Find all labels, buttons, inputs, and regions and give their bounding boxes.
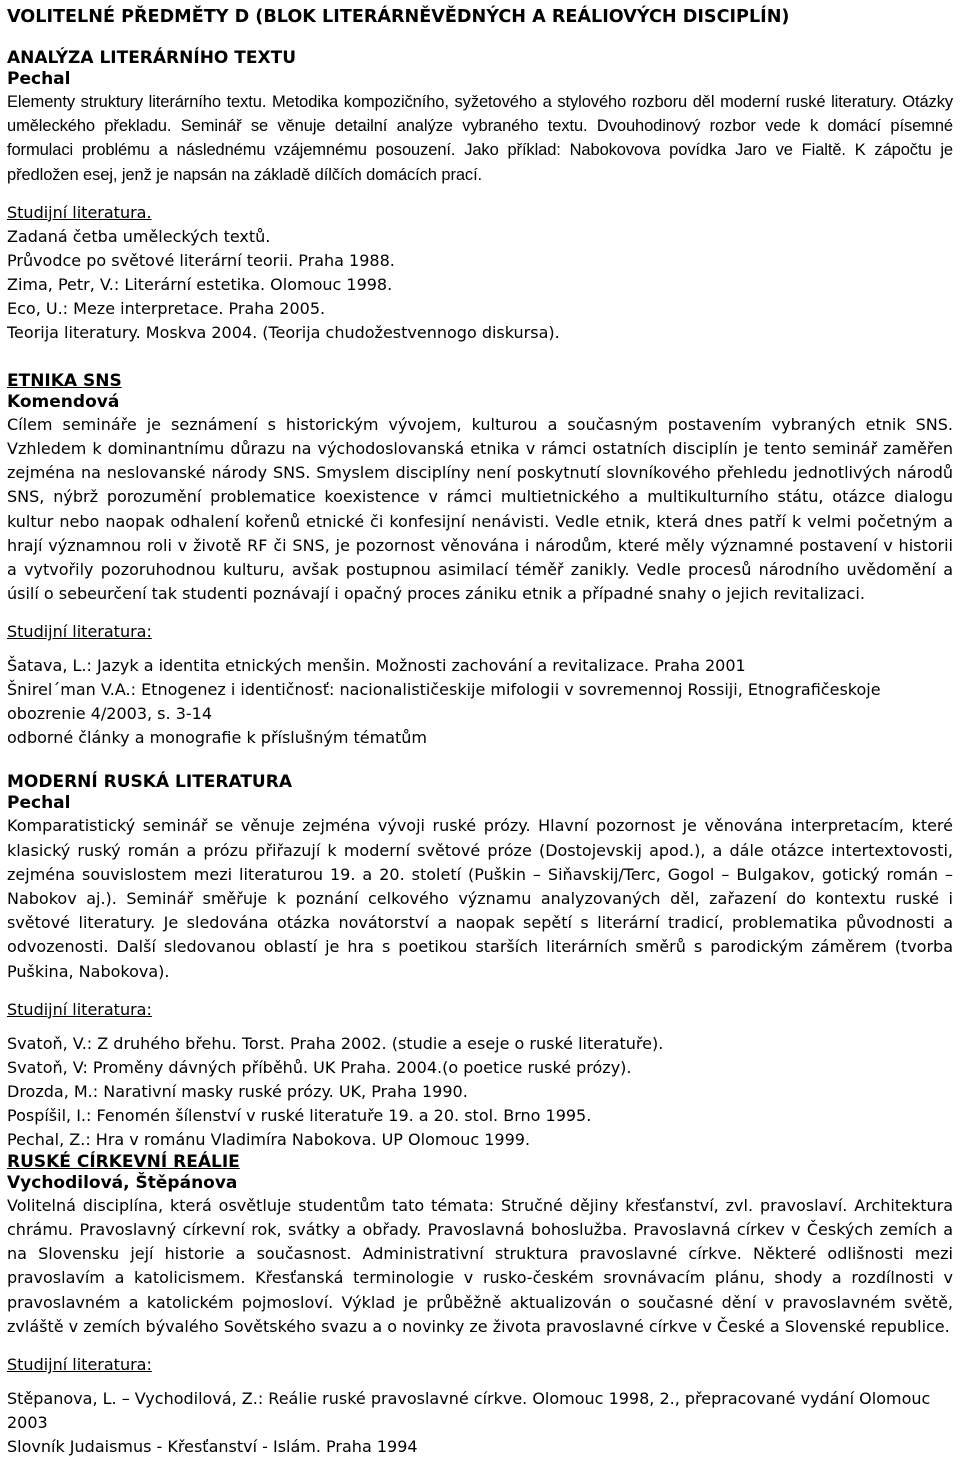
literature-item: Eco, U.: Meze interpretace. Praha 2005. xyxy=(7,298,326,318)
literature-list xyxy=(7,1032,953,1152)
section-teacher: Komendová xyxy=(7,391,120,412)
literature-item: Svatoň, V: Proměny dávných příběhů. UK Praha. 2004.(o poetice ruské prózy). xyxy=(7,1057,632,1077)
section-body: Elementy struktury literárního textu. Metodika kompozičního, syžetového a stylového rozboru děl moderní ruské literatury. Otázky uměleckého překladu. Seminář se věnuje detailní analýze vybraného textu. Dvouhodinový rozbor vede k domácí písemné formulaci problému a následnému vzájemnému posouzení. Jako příklad: Nabokovova povídka Jaro ve Fialtě. K zápočtu je předložen esej, jenž je napsán na základě dílčích domácích prací. xyxy=(7,93,953,184)
section-title: MODERNÍ RUSKÁ LITERATURA xyxy=(7,772,292,793)
section-title: ETNIKA SNS xyxy=(7,370,122,391)
section-title: ANALÝZA LITERÁRNÍHO TEXTU xyxy=(7,48,297,68)
literature-item: Stěpanova, L. – Vychodilová, Z.: Reálie ruské pravoslavné církve. Olomouc 1998, 2., přepracované vydání Olomouc 2003 xyxy=(7,1389,931,1433)
spacer xyxy=(7,1022,953,1032)
literature-label: Studijní literatura. xyxy=(7,202,152,222)
literature-label: Studijní literatura: xyxy=(7,999,152,1019)
literature-list xyxy=(7,225,953,345)
literature-item: Slovník Judaismus - Křesťanství - Islám. Praha 1994 xyxy=(7,1437,418,1457)
spacer xyxy=(7,644,953,654)
literature-item: Průvodce po světové literární teorii. Praha 1988. xyxy=(7,250,395,270)
literature-item: odborné články a monografie k příslušným tématům xyxy=(7,728,428,748)
section-analyza xyxy=(7,48,953,345)
section-body: Volitelná disciplína, která osvětluje studentům tato témata: Stručné dějiny křesťanství, zvl. pravoslaví. Architektura chrámu. Pravoslavný církevní rok, svátky a obřady. Pravoslavná bohoslužba. Pravoslavná církev v Českých zemích a na Slovensku její historie a současnost. Administrativní struktura pravoslavné církve. Některé odlišnosti mezi pravoslavím a katolicismem. Křesťanská terminologie v rusko-českém srovnávacím plánu, shody a rozdílnosti v pravoslavném a katolickém pojmosloví. Výklad je průběžně aktualizován o současné dění v pravoslavném světě, zvláště v zemích bývalého Sovětského svazu a o novinky ze života pravoslavné církve v České a Slovenské republice. xyxy=(7,1195,953,1336)
literature-list xyxy=(7,1387,953,1459)
literature-item: Drozda, M.: Narativní masky ruské prózy. UK, Praha 1990. xyxy=(7,1081,468,1101)
section-cirkevni-realie xyxy=(7,1152,953,1459)
section-body: Cílem semináře je seznámení s historickým vývojem, kulturou a současným postavením vybraných etnik SNS. Vzhledem k dominantnímu důrazu na východoslovanská etnika v rámci ostatních disciplín je tento seminář zaměřen zejména na neslovanské národy SNS. Smyslem disciplíny není poskytnutí slovníkového přehledu jednotlivých národů SNS, nýbrž porozumění problematice koexistence v rámci multietnického a multikulturního státu, otázce dialogu kultur nebo naopak odhalení kořenů etnické či konfesijní nenávisti. Vedle etnik, která dnes patří k velmi početným a hrají významnou roli v životě RF či SNS, je pozornost věnována i národům, které měly významné postavení v historii a vytvořily pozoruhodnou kulturu, avšak postupnou asimilací téměř zanikly. Vedle procesů národního uvědomění a úsilí o sebeurčení tak studenti poznávají i opačný proces zániku etnik a případné snahy o jejich revitalizaci. xyxy=(7,414,953,604)
section-body: Komparatistický seminář se věnuje zejména vývoji ruské prózy. Hlavní pozornost je věnována interpretacím, které klasický ruský román a prózu přiřazují k moderní světové próze (Dostojevskij apod.), a dále otázce intertextovosti, zejména souvislostem mezi literaturou 19. a 20. století (Puškin – Siňavskij/Terc, Gogol – Bulgakov, gotický román – Nabokov aj.). Seminář směřuje k poznání celkového významu analyzovaných děl, zařazení do kontextu ruské i světové literatury. Je sledována otázka novátorství a naopak sepětí s literární tradicí, problematika původnosti a odvozenosti. Další sledovanou oblastí je hra s poetikou starších literárních směrů s parodickým záměrem (tvorba Puškina, Nabokova). xyxy=(7,816,953,981)
literature-item: Šnirel´man V.A.: Etnogenez i identičnosť: nacionalističeskije mifologii v sovremennoj Rossiji, Etnografičeskoje obozrenie 4/2003, s. 3-14 xyxy=(7,680,881,724)
spacer xyxy=(7,1377,953,1387)
literature-item: Pechal, Z.: Hra v románu Vladimíra Nabokova. UP Olomouc 1999. xyxy=(7,1129,531,1149)
literature-label: Studijní literatura: xyxy=(7,1355,152,1375)
section-moderni-literatura xyxy=(7,772,953,1151)
section-teacher: Pechal xyxy=(7,69,71,89)
literature-list xyxy=(7,654,953,750)
literature-item: Zima, Petr, V.: Literární estetika. Olomouc 1998. xyxy=(7,274,393,294)
literature-item: Šatava, L.: Jazyk a identita etnických menšin. Možnosti zachování a revitalizace. Praha 2001 xyxy=(7,656,746,676)
page-title: VOLITELNÉ PŘEDMĚTY D (BLOK LITERÁRNĚVĚDNÝCH A REÁLIOVÝCH DISCIPLÍN) xyxy=(7,7,790,27)
literature-item: Svatoň, V.: Z druhého břehu. Torst. Praha 2002. (studie a eseje o ruské literatuře). xyxy=(7,1033,664,1053)
literature-item: Teorija literatury. Moskva 2004. (Teorija chudožestvennogo diskursa). xyxy=(7,322,560,342)
section-teacher: Vychodilová, Štěpánova xyxy=(7,1172,238,1193)
literature-item: Zadaná četba uměleckých textů. xyxy=(7,226,271,246)
literature-label: Studijní literatura: xyxy=(7,622,152,642)
section-etnika xyxy=(7,371,953,751)
section-title: RUSKÉ CÍRKEVNÍ REÁLIE xyxy=(7,1151,240,1172)
literature-item: Pospíšil, I.: Fenomén šílenství v ruské literatuře 19. a 20. stol. Brno 1995. xyxy=(7,1105,592,1125)
section-teacher: Pechal xyxy=(7,793,71,814)
